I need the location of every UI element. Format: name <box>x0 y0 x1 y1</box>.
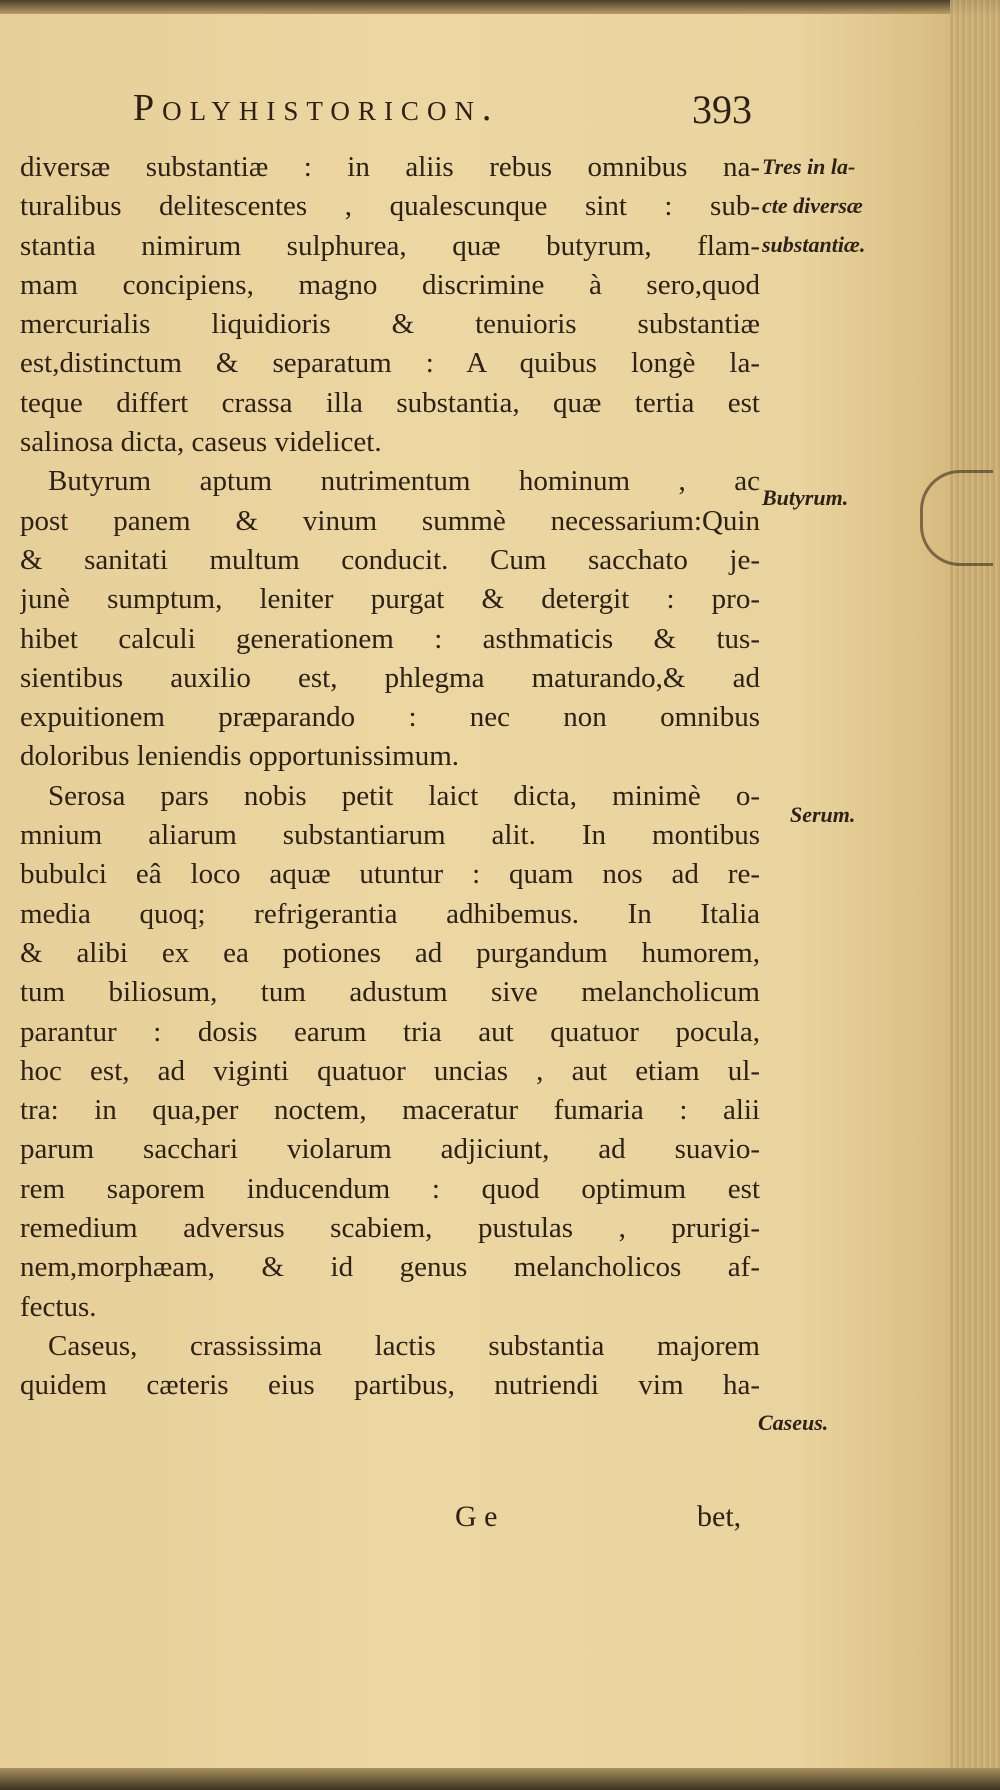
text-line: doloribus leniendis opportunissimum. <box>20 740 460 773</box>
text-line: quidem cæteris eius partibus, nutriendi vim ha- <box>20 1369 760 1402</box>
text-line: tra: in qua,per noctem, maceratur fumaria : alii <box>20 1094 760 1127</box>
margin-note: Serum. <box>790 802 856 827</box>
text-line: diversæ substantiæ : in aliis rebus omnibus na- <box>20 151 760 183</box>
page-number: 393 <box>692 87 752 132</box>
text-line: stantia nimirum sulphurea, quæ butyrum, flam- <box>20 229 760 262</box>
margin-note: substantiæ. <box>762 232 866 257</box>
text-line: parantur : dosis earum tria aut quatuor pocula, <box>20 1015 760 1048</box>
text-line: bubulci eâ loco aquæ utuntur : quam nos ad re- <box>20 858 760 891</box>
catchword: bet, <box>697 1500 742 1533</box>
text-line: mam concipiens, magno discrimine à sero,quod <box>20 268 760 301</box>
text-line: Caseus, crassissima lactis substantia majorem <box>48 1329 760 1362</box>
text-line: post panem & vinum summè necessarium:Quin <box>20 504 760 537</box>
text-line: sientibus auxilio est, phlegma maturando,& ad <box>20 661 760 694</box>
text-line: hoc est, ad viginti quatuor uncias , aut etiam ul- <box>20 1054 760 1087</box>
text-line: rem saporem inducendum : quod optimum est <box>20 1172 760 1205</box>
text-line: parum sacchari violarum adjiciunt, ad suavio- <box>20 1133 760 1166</box>
text-line: & sanitati multum conducit. Cum sacchato je- <box>20 543 760 576</box>
text-line: tum biliosum, tum adustum sive melancholicum <box>20 976 760 1009</box>
page-footer <box>0 1500 1000 1544</box>
text-line: media quoq; refrigerantia adhibemus. In Italia <box>20 897 760 930</box>
margin-note: Tres in la- <box>762 154 856 179</box>
text-line: mnium aliarum substantiarum alit. In montibus <box>20 819 760 852</box>
text-line: turalibus delitescentes , qualescunque sint : sub- <box>20 190 760 223</box>
text-line: est,distinctum & separatum : A quibus longè la- <box>20 347 760 380</box>
page-tab-mark <box>920 470 993 566</box>
margin-note: Butyrum. <box>762 485 849 510</box>
signature-mark: G e <box>455 1500 498 1533</box>
text-line: fectus. <box>20 1290 97 1323</box>
text-line: remedium adversus scabiem, pustulas , prurigi- <box>20 1212 760 1245</box>
text-line: nem,morphæam, & id genus melancholicos af- <box>20 1251 760 1284</box>
text-line: teque differt crassa illa substantia, quæ tertia est <box>20 386 760 419</box>
margin-note: Caseus. <box>758 1410 829 1435</box>
running-title: Polyhistoricon. <box>133 87 500 129</box>
text-line: junè sumptum, leniter purgat & detergit : pro- <box>20 583 760 616</box>
text-line: salinosa dicta, caseus videlicet. <box>20 426 382 459</box>
page-header <box>0 86 1000 136</box>
text-line: expuitionem præparando : nec non omnibus <box>20 701 760 734</box>
text-line: Serosa pars nobis petit laict dicta, minimè o- <box>48 779 760 812</box>
body-text <box>20 148 760 1406</box>
page-bottom-edge <box>0 1768 1000 1790</box>
margin-note: cte diversæ <box>762 193 863 218</box>
text-line: hibet calculi generationem : asthmaticis & tus- <box>20 622 760 655</box>
text-line: mercurialis liquidioris & tenuioris substantiæ <box>20 308 760 341</box>
page-top-edge <box>0 0 1000 14</box>
text-line: & alibi ex ea potiones ad purgandum humorem, <box>20 936 760 969</box>
text-line: Butyrum aptum nutrimentum hominum , ac <box>48 465 760 498</box>
